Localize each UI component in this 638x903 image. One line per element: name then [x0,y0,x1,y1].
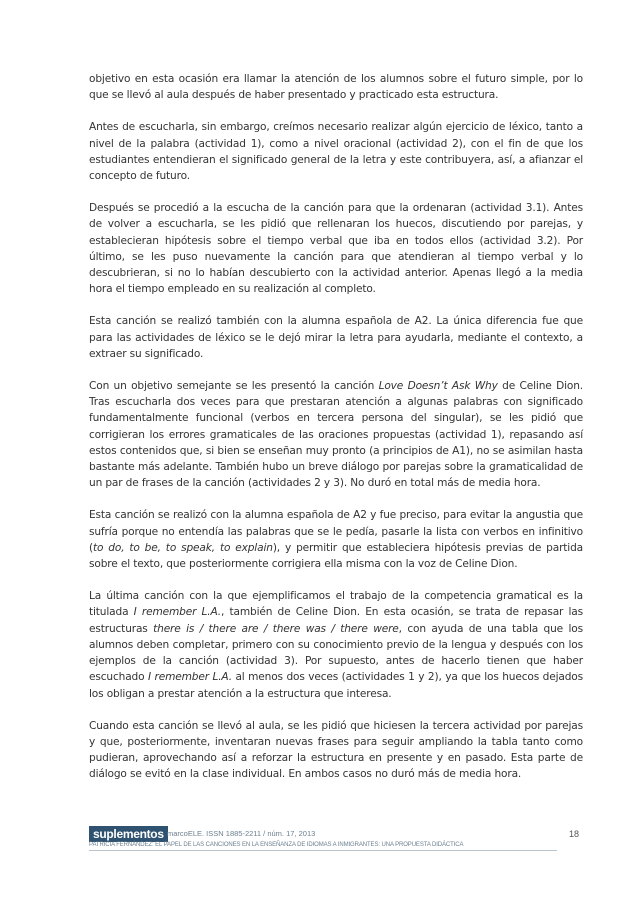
song-title-i-remember-la: I remember L.A. [133,606,222,619]
document-body [89,71,583,799]
paragraph-6 [89,507,583,572]
grammar-structures: there is / there are / there was / there were [153,622,399,635]
paragraph-7 [89,588,583,701]
song-title-i-remember-la-2: I remember L.A. [148,671,232,684]
paragraph-7-text-a: La última canción con la que ejemplificamos el trabajo de la competencia gramatical es la titulada [89,590,583,619]
page-footer [89,826,557,851]
paragraph-5-text-a: Con un objetivo semejante se les presentó la canción [89,380,379,393]
paragraph-2: Antes de escucharla, sin embargo, creímos necesario realizar algún ejercicio de léxico, tanto a nivel de la palabra (actividad 1), como a nivel oracional (actividad 2), con el fin de que los estudiantes entendieran el significado general de la letra y este contribuyera, así, a afianzar el concepto de futuro. [89,121,583,183]
infinitive-verbs-list: to do, to be, to speak, to explain [92,541,273,554]
suplementos-logo: suplementos [89,826,168,842]
article-running-title: PATRICIA FERNÁNDEZ: EL PAPEL DE LAS CANCIONES EN LA ENSEÑANZA DE IDIOMAS A INMIGRANTES: UNA PROPUESTA DIDÁCTICA [89,842,464,848]
paragraph-6-text-b: ), y permitir que estableciera hipótesis previas de partida sobre el texto, que posteriormente corrigiera ella misma con la voz de Celine Dion. [89,541,583,571]
paragraph-5 [89,378,583,491]
paragraph-5-text-b: de Celine Dion. Tras escucharla dos veces para que prestaran atención a algunas palabras con significado fundamentalmente funcional (verbos en tercera persona del singular), se les pidió que corrigieran los errores gramaticales de las oraciones propuestas (actividad 1), repasando así estos contenidos que, si bien se enseñan muy pronto (a principios de A1), no se asimilan hasta bastante más adelante. También hubo un breve diálogo por parejas sobre la gramaticalidad de un par de frases de la canción (actividades 2 y 3). No duró en total más de media hora. [89,380,583,490]
paragraph-1: objetivo en esta ocasión era llamar la atención de los alumnos sobre el futuro simple, por lo que se llevó al aula después de haber presentado y practicado esta estructura. [89,73,583,102]
song-title-love-doesnt-ask-why: Love Doesn’t Ask Why [378,380,498,393]
page-number: 18 [569,829,580,839]
paragraph-3: Después se procedió a la escucha de la canción para que la ordenaran (actividad 3.1). Antes de volver a escucharla, se les pidió que rellenaran los huecos, discutiendo por parejas, y establecieran hipótesis sobre el tiempo verbal que iba en todos ellos (actividad 3.2). Por último, se les puso nuevamente la canción para que atendieran al tiempo verbal y lo descubrieran, si no lo habían descubierto con la actividad anterior. Apenas llegó a la media hora el tiempo empleado en su realización al completo. [89,202,583,296]
paragraph-7-text-b: , también de Celine Dion. En esta ocasión, se trata de repasar las estructuras [89,606,583,635]
paragraph-8: Cuando esta canción se llevó al aula, se les pidió que hiciesen la tercera actividad por parejas y que, posteriormente, inventaran nuevas frases para seguir ampliando la tabla tanto como pudieran, aprovechando así a reforzar la estructura en presente y en pasado. Esta parte de diálogo se evitó en la clase individual. En ambos casos no duró más de media hora. [89,719,583,781]
paragraph-7-text-d: al menos dos veces (actividades 1 y 2), ya que los huecos dejados los obligan a prestar atención a la estructura que interesa. [89,671,583,700]
paragraph-6-text-a: Esta canción se realizó con la alumna española de A2 y fue preciso, para evitar la angustia que sufría porque no entendía las palabras que se le pedía, pasarle la lista con verbos en infinitivo ( [89,509,583,554]
paragraph-7-text-c: , con ayuda de una tabla que los alumnos deben completar, primero con su conocimiento previo de la lengua y después con los ejemplos de la canción (actividad 3). Por supuesto, antes de hacerlo tienen que haber escuchado [89,622,583,684]
paragraph-4: Esta canción se realizó también con la alumna española de A2. La única diferencia fue que para las actividades de léxico se le dejó mirar la letra para ayudarla, mediante el contexto, a extraer su significado. [89,315,583,360]
journal-issn: marcoELE. ISSN 1885-2211 / núm. 17, 2013 [167,829,316,838]
